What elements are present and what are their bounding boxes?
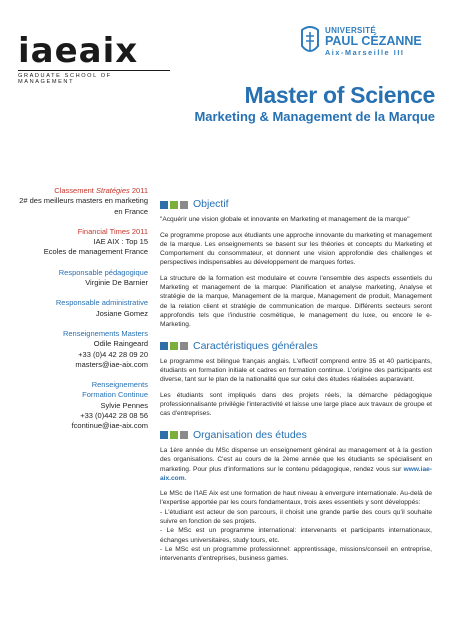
ranking-strategies-text: 2# des meilleurs masters en marketing en France (19, 196, 148, 216)
sidebar (14, 186, 148, 442)
resp-pedagogique-name: Virginie De Barnier (85, 278, 148, 288)
caracteristiques-paragraph-1: Le programme est bilingue français anglais. L'effectif comprend entre 35 et 40 participants, étudiants en formation initiale et cadres en formation continue. L'origine des participants est diverse, tant sur le plan de la nationalité que sur celui des études réalisées auparavant. (160, 357, 432, 384)
section-objectif-title: Objectif (193, 198, 229, 210)
organisation-paragraph-1 (160, 446, 432, 483)
ranking-ft (14, 227, 148, 258)
bullet-square-icon (160, 431, 168, 439)
university-emblem-icon (299, 26, 321, 60)
info-masters-head: Renseignements Masters (62, 328, 148, 338)
info-fc-phone: +33 (0)442 28 08 56 (80, 411, 148, 421)
bullet-square-icon (160, 342, 168, 350)
bullet-square-icon (170, 431, 178, 439)
university-subtitle: Aix-Marseille III (325, 48, 405, 57)
section-caracteristiques-header (160, 339, 432, 352)
resp-administrative-head: Responsable administrative (55, 298, 148, 308)
ranking-strategies (14, 186, 148, 217)
info-fc-head1: Renseignements (91, 380, 148, 390)
bullet-square-icon (170, 201, 178, 209)
organisation-paragraph-2 (160, 489, 432, 563)
info-masters-name: Odile Raingeard (93, 339, 148, 349)
resp-administrative-name: Josiane Gomez (95, 308, 148, 318)
objectif-quote: "Acquérir une vision globale et innovante en Marketing et management de la marque" (160, 216, 410, 224)
resp-pedagogique-head: Responsable pédagogique (58, 267, 148, 277)
info-masters (14, 329, 148, 370)
info-masters-phone: +33 (0)4 42 28 09 20 (78, 349, 148, 359)
iae-aix-logo (18, 31, 178, 85)
page-title: Master of Science (244, 82, 435, 108)
ranking-ft-line2: Ecoles de management France (43, 247, 148, 257)
bullet-square-icon (170, 342, 178, 350)
university-label: UNIVERSITÉ (325, 26, 377, 35)
bullet-square-icon (160, 201, 168, 209)
info-fc-email[interactable]: fcontinue@iae-aix.com (71, 421, 148, 431)
ranking-head-year: 2011 (131, 186, 148, 195)
logo-mark: iaeaix (18, 31, 139, 71)
section-organisation-title: Organisation des études (193, 428, 307, 441)
bullet-square-icon (180, 201, 188, 209)
logo-tagline: GRADUATE SCHOOL OF MANAGEMENT (18, 70, 170, 85)
info-formation-continue (14, 380, 148, 431)
ranking-head-source: Stratégies (95, 186, 130, 195)
university-name: PAUL CÉZANNE (325, 34, 422, 48)
university-logo (299, 26, 431, 57)
organisation-p2-text: Le MSc de l'IAE Aix est une formation de haut niveau à envergure internationale. Au-delà de l'expertise apportée par les cours fondamentaux, trois axes essentiels y sont développés: (160, 490, 432, 507)
main-content (160, 200, 432, 564)
organisation-p1-end: . (184, 474, 187, 482)
section-organisation-header (160, 428, 432, 441)
organisation-p1-text: La 1ère année du MSc dispense un enseignement général au management et à la gestion des organisations. C'est au cours de la 2ème année que les étudiants se spécialisent en marketing. Pour plus d'informations sur le contenu pédagogique, rendez vous sur (160, 446, 432, 473)
caracteristiques-paragraph-2: Les étudiants sont impliqués dans des projets réels, la démarche pédagogique professionnalisante privilégie l'interactivité et laisse une large place aux travaux de groupe et cas d'entreprises. (160, 391, 432, 418)
ranking-ft-head: Financial Times 2011 (77, 226, 148, 236)
resp-administrative (14, 298, 148, 319)
section-caracteristiques-title: Caractéristiques générales (193, 339, 318, 352)
ranking-strategies-head (14, 186, 148, 196)
ranking-head-label: Classement (54, 186, 94, 195)
ranking-ft-line1: IAE AIX : Top 15 (93, 237, 148, 247)
bullet-square-icon (180, 431, 188, 439)
objectif-paragraph-2: La structure de la formation est modulaire et couvre l'ensemble des aspects essentiels du Marketing et management de la marque: Planification et analyse marketing, Analyse et stratégie de la marque, Management de la marque, Management de produit, Management de la relation client et stratégie de communication de marque. Différents secteurs seront approfondis tels que l'industrie cosmétique, le management du luxe, ou encore le e-Marketing. (160, 274, 432, 329)
bullet-square-icon (180, 342, 188, 350)
page-subtitle: Marketing & Management de la Marque (194, 109, 435, 124)
info-fc-name: Sylvie Pennes (100, 400, 148, 410)
objectif-paragraph-1: Ce programme propose aux étudiants une approche innovante du marketing et management de la marque. Les enseignements se basent sur les théories et concepts du Marketing et Comportement du consommateur, et donnent une vision approfondie des challenges et perspectives indispensables au développement de marques fortes. (160, 231, 432, 267)
resp-pedagogique (14, 268, 148, 289)
info-masters-email[interactable]: masters@iae-aix.com (75, 359, 148, 369)
organisation-bullet-3: - Le MSc est un programme professionnel: apprentissage, missions/conseil en entreprise, intervenants d'entreprises, business games. (160, 545, 432, 563)
info-fc-head2: Formation Continue (82, 390, 148, 400)
organisation-bullet-2: - Le MSc est un programme international: intervenants et participants internationaux, échanges universitaires, study tours, etc. (160, 527, 432, 544)
website-link[interactable]: www.iae-aix.com (160, 465, 432, 482)
section-objectif-header (160, 200, 432, 209)
organisation-bullet-1: - L'étudiant est acteur de son parcours, il choisit une grande partie des cours qu'il souhaite suivre en fonction de ses projets. (160, 508, 432, 526)
